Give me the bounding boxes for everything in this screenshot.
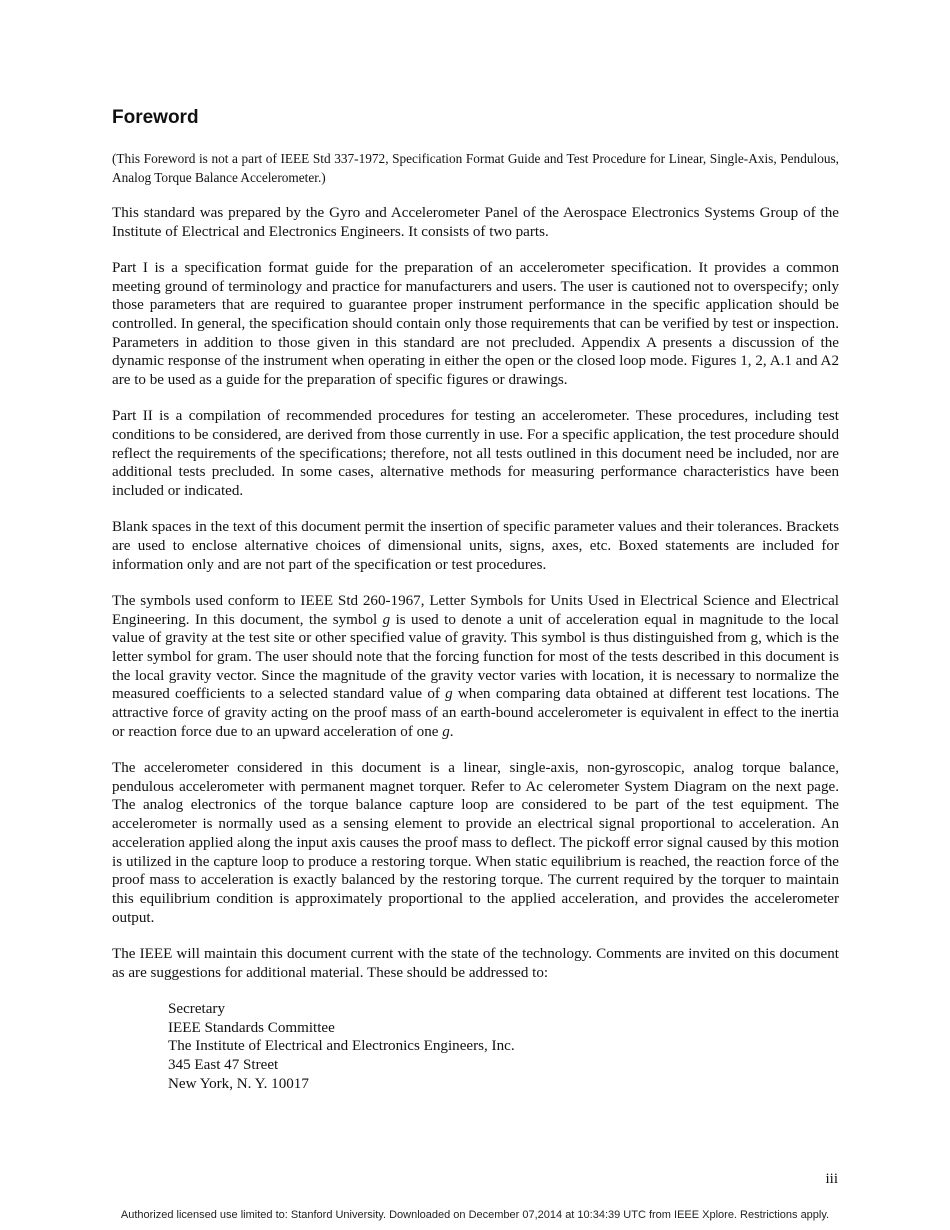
symbols-text-1: The symbols used conform to IEEE Std 260-1967, Letter Symbols for Units Used in Electrical Science and Electrical Engineering. In this document, the symbol	[112, 592, 839, 628]
symbols-text-4: .	[449, 723, 454, 740]
address-line: 345 East 47 Street	[168, 1056, 279, 1073]
address-line: New York, N. Y. 10017	[168, 1075, 309, 1092]
paragraph-accelerometer: The accelerometer considered in this document is a linear, single-axis, non-gyroscopic, analog torque balance, pendulous accelerometer with permanent magnet torquer. Refer to Ac celerometer System Diagram on the next page. The analog electronics of the torque balance capture loop are considered to be part of the test equipment. The accelerometer is normally used as a sensing element to provide an electrical signal proportional to acceleration. An acceleration applied along the input axis causes the proof mass to deflect. The pickoff error signal caused by this motion is utilized in the capture loop to produce a restoring torque. When static equilibrium is reached, the reaction force of the proof mass to acceleration is exactly balanced by the restoring torque. The current required by the torquer to maintain this equilibrium condition is approximately proportional to the applied acceleration, and provides the accelerometer output.	[112, 760, 839, 926]
paragraph-part-two: Part II is a compilation of recommended procedures for testing an accelerometer. These procedures, including test conditions to be considered, are derived from those currently in use. For a specific application, the test procedure should reflect the requirements of the specifications; therefore, not all tests outlined in this document need be included, nor are additional tests precluded. In some cases, alternative methods for measuring performance characteristics have been included or indicated.	[112, 408, 839, 500]
paragraph-symbols	[112, 592, 839, 742]
foreword-note: (This Foreword is not a part of IEEE Std 337-1972, Specification Format Guide and Test Procedure for Linear, Single-Axis, Pendulous, Analog Torque Balance Accelerometer.)	[112, 151, 839, 185]
paragraph-intro: This standard was prepared by the Gyro and Accelerometer Panel of the Aerospace Electronics Systems Group of the Institute of Electrical and Electronics Engineers. It consists of two parts.	[112, 205, 839, 240]
license-footer: Authorized licensed use limited to: Stanford University. Downloaded on December 07,2014 at 10:34:39 UTC from IEEE Xplore. Restrictions apply.	[120, 1209, 830, 1221]
gravity-symbol: g	[382, 611, 391, 628]
symbols-text-2: is used to denote a unit of acceleration equal in magnitude to the local value of gravity at the test site or other specified value of gravity. This symbol is thus distinguished from g, which is the letter symbol for gram. The user should note that the forcing function for most of the tests described in this document is the local gravity vector. Since the magnitude of the gravity vector varies with location, it is necessary to normalize the measured coefficients to a selected standard value of	[112, 611, 839, 703]
symbols-text-3: when comparing data obtained at different test locations. The attractive force of gravity acting on the proof mass of an earth-bound accelerometer is equivalent in effect to the inertia or reaction force due to an upward acceleration of one	[112, 686, 839, 740]
document-page	[112, 106, 839, 1093]
gravity-symbol: g	[445, 686, 453, 703]
gravity-symbol: g	[442, 723, 450, 740]
paragraph-maintenance: The IEEE will maintain this document current with the state of the technology. Comments are invited on this document as are suggestions for additional material. These should be addressed to:	[112, 945, 839, 981]
page-number: iii	[825, 1171, 838, 1187]
paragraph-blank-spaces: Blank spaces in the text of this document permit the insertion of specific parameter values and their tolerances. Brackets are used to enclose alternative choices of dimensional units, signs, axes, etc. Boxed statements are included for information only and are not part of the specification or test procedures.	[112, 519, 839, 573]
mailing-address	[168, 1000, 839, 1094]
address-line: The Institute of Electrical and Electronics Engineers, Inc.	[168, 1038, 515, 1055]
page-title: Foreword	[112, 107, 199, 128]
address-line: Secretary	[168, 1000, 225, 1017]
paragraph-part-one: Part I is a specification format guide for the preparation of an accelerometer specification. It provides a common meeting ground of terminology and practice for manufacturers and users. The user is cautioned not to overspecify; only those parameters that are required to guarantee proper instrument performance in the specific application should be controlled. In general, the specification should contain only those requirements that can be verified by test or inspection. Parameters in addition to those given in this standard are not precluded. Appendix A presents a discussion of the dynamic response of the instrument when operating in either the open or the closed loop mode. Figures 1, 2, A.1 and A2 are to be used as a guide for the preparation of specific figures or drawings.	[112, 259, 839, 389]
address-line: IEEE Standards Committee	[168, 1019, 335, 1036]
